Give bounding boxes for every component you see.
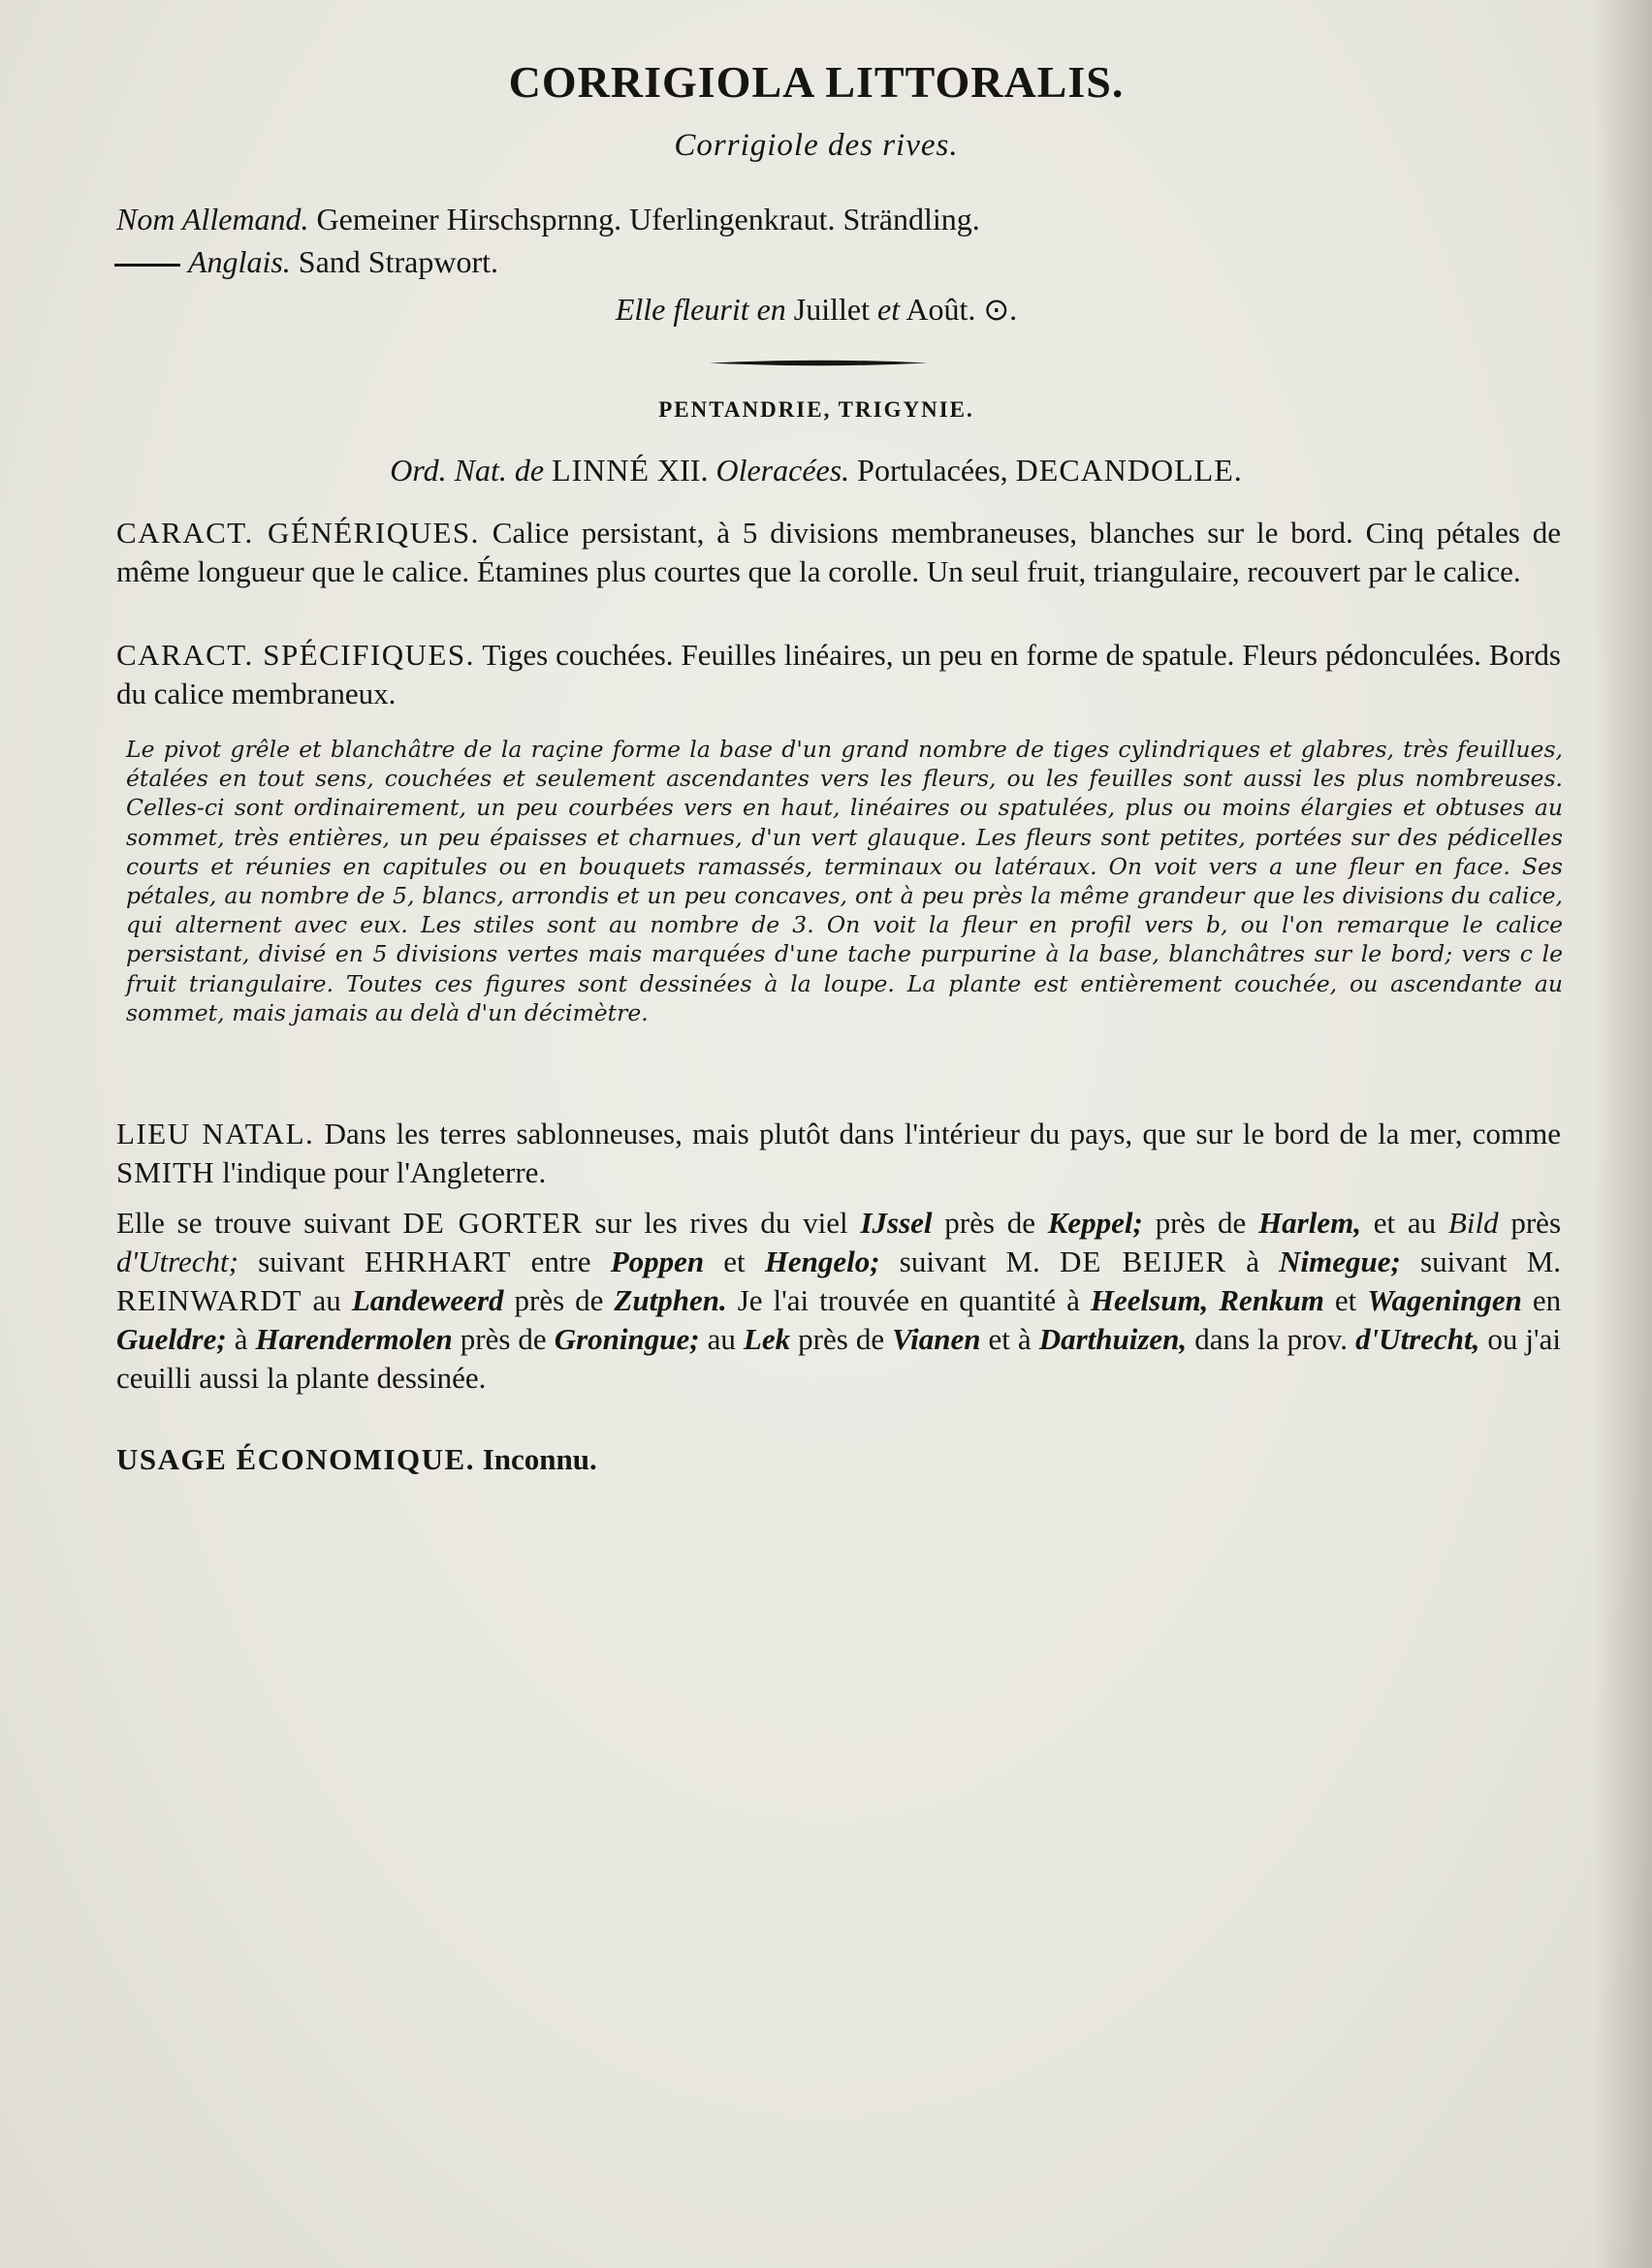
loc-text: et au <box>1373 1206 1437 1240</box>
loc-text: à <box>1246 1244 1259 1278</box>
loc-text: à <box>234 1322 248 1356</box>
loc-text: près de <box>460 1322 547 1356</box>
flowering-prefix: Elle fleurit en <box>615 292 786 327</box>
loc-text: et à <box>988 1322 1032 1356</box>
loc-text: près de <box>798 1322 885 1356</box>
english-name-label: Anglais. <box>188 244 291 279</box>
order-portulacees: Portulacées, <box>857 453 1008 488</box>
usage-text: Inconnu. <box>482 1442 597 1476</box>
loc-text: ou j'ai ceuilli aussi la plante dessinée. <box>116 1322 1562 1395</box>
common-names <box>116 198 1561 283</box>
order-decandolle: DECANDOLLE. <box>1015 453 1243 488</box>
loc-text: Elle se trouve suivant <box>116 1206 391 1240</box>
loc-place: Renkum <box>1219 1283 1324 1317</box>
loc-place: d'Utrecht; <box>116 1244 238 1278</box>
loc-text: en <box>1532 1283 1562 1317</box>
english-name-row <box>116 240 1561 283</box>
loc-text: près de <box>944 1206 1035 1240</box>
loc-text: dans la prov. <box>1194 1322 1349 1356</box>
loc-place: Nimegue; <box>1279 1244 1401 1278</box>
ditto-dash <box>114 264 180 267</box>
specific-label: CARACT. SPÉCIFIQUES. <box>116 638 475 672</box>
classification: PENTANDRIE, TRIGYNIE. <box>658 397 974 422</box>
habitat-label: LIEU NATAL. <box>116 1117 315 1150</box>
loc-place: Keppel; <box>1047 1206 1143 1240</box>
economic-usage <box>116 1440 1561 1479</box>
page-subtitle: Corrigiole des rives. <box>674 128 959 163</box>
generic-label: CARACT. GÉNÉRIQUES. <box>116 516 480 550</box>
loc-text: et <box>723 1244 746 1278</box>
loc-place: Gueldre; <box>116 1322 227 1356</box>
localities <box>116 1204 1561 1398</box>
loc-person: DE GORTER <box>402 1206 583 1240</box>
loc-place: Landeweerd <box>351 1283 504 1317</box>
order-oleracees: Oleracées. <box>715 453 850 488</box>
loc-person: REINWARDT <box>116 1283 302 1317</box>
loc-place: Harendermolen <box>255 1322 453 1356</box>
loc-text: près de <box>1155 1206 1247 1240</box>
description-text: Le pivot grêle et blanchâtre de la raçine forme la base d'un grand nombre de tiges cylindriques et glabres, très feuillues, étalées en tout sens, couchées et seulement ascendantes vers les fleurs, ou les feuilles sont aussi les plus nombreuses. Celles-ci sont ordinairement, un peu courbées vers en haut, linéaires ou spatulées, plus ou moins élargies et obtuses au sommet, très entières, un peu épaisses et charnues, d'un vert glauque. Les fleurs sont petites, portées sur des pédicelles courts et réunies en capitules ou en bouquets ramassés, terminaux ou latéraux. On voit vers a une fleur en face. Ses pétales, au nombre de 5, blancs, arrondis et un peu concaves, ont à peu près la même grandeur que les divisions du calice, qui alternent avec eux. Les stiles sont au nombre de 3. On voit la fleur en profil vers b, ou l'on remarque le calice persistant, divisé en 5 divisions vertes mais marquées d'une tache purpurine à la base, blanchâtres sur le bord; vers c le fruit triangulaire. Toutes ces figures sont dessinées à la loupe. La plante est entièrement couchée, ou ascendante au sommet, mais jamais au delà d'un décimètre. <box>126 736 1563 1026</box>
order-prefix: Ord. Nat. de <box>390 453 545 488</box>
loc-text: Je l'ai trouvée en quantité à <box>737 1283 1080 1317</box>
order-number: XII. <box>657 453 709 488</box>
loc-text: près de <box>514 1283 604 1317</box>
annual-symbol-icon: ⊙. <box>983 292 1018 327</box>
loc-place: Heelsum, <box>1090 1283 1209 1317</box>
specific-characters <box>116 636 1561 713</box>
generic-text: Calice persistant, à 5 divisions membraneuses, blanches sur le bord. Cinq pétales de même longueur que le calice. Étamines plus courtes que la corolle. Un seul fruit, triangulaire, recouvert par le calice. <box>116 516 1561 588</box>
habitat-text-b: l'indique pour l'Angleterre. <box>222 1155 547 1189</box>
flowering-line <box>0 291 1642 328</box>
loc-text: suivant M. <box>899 1244 1040 1278</box>
loc-place: Zutphen. <box>614 1283 727 1317</box>
loc-place: Hengelo; <box>764 1244 880 1278</box>
loc-place: IJssel <box>860 1206 933 1240</box>
loc-text: au <box>707 1322 736 1356</box>
loc-place: Lek <box>743 1322 791 1356</box>
loc-text: près <box>1510 1206 1562 1240</box>
usage-label: USAGE ÉCONOMIQUE. <box>116 1442 475 1476</box>
specific-text: Tiges couchées. Feuilles linéaires, un peu en forme de spatule. Fleurs pédonculées. Bords du calice membraneux. <box>116 638 1561 710</box>
loc-text: entre <box>530 1244 591 1278</box>
page-title: CORRIGIOLA LITTORALIS. <box>508 57 1125 107</box>
loc-text: suivant <box>258 1244 345 1278</box>
flowering-month1: Juillet <box>793 292 871 327</box>
generic-characters <box>116 514 1561 591</box>
german-name-row <box>116 198 1561 240</box>
loc-place: Wageningen <box>1367 1283 1522 1317</box>
loc-text: suivant M. <box>1420 1244 1562 1278</box>
english-name-value: Sand Strapwort. <box>298 244 498 279</box>
loc-text: au <box>312 1283 341 1317</box>
loc-place: Poppen <box>610 1244 705 1278</box>
loc-place: Vianen <box>892 1322 981 1356</box>
flowering-month2: Août. <box>905 292 976 327</box>
divider-rule <box>710 359 928 367</box>
loc-text: sur les rives du viel <box>594 1206 848 1240</box>
description <box>126 735 1563 1027</box>
loc-text: et <box>1334 1283 1357 1317</box>
habitat-text-a: Dans les terres sablonneuses, mais plutôt dans l'intérieur du pays, que sur le bord de la mer, comme <box>324 1117 1562 1150</box>
loc-place: Bild <box>1447 1206 1499 1240</box>
order-linne: LINNÉ <box>552 453 651 488</box>
german-name-value: Gemeiner Hirschsprnng. Uferlingenkraut. Strändling. <box>316 202 980 236</box>
loc-place: Darthuizen, <box>1038 1322 1188 1356</box>
loc-place: Harlem, <box>1258 1206 1361 1240</box>
loc-place: Groningue; <box>554 1322 700 1356</box>
flowering-conj: et <box>877 292 901 327</box>
loc-place: d'Utrecht, <box>1355 1322 1480 1356</box>
habitat <box>116 1115 1561 1192</box>
habitat-smith: SMITH <box>116 1155 215 1189</box>
german-name-label: Nom Allemand. <box>116 202 309 236</box>
loc-person: EHRHART <box>364 1244 512 1278</box>
loc-person: DE BEIJER <box>1059 1244 1227 1278</box>
natural-order <box>0 453 1642 488</box>
